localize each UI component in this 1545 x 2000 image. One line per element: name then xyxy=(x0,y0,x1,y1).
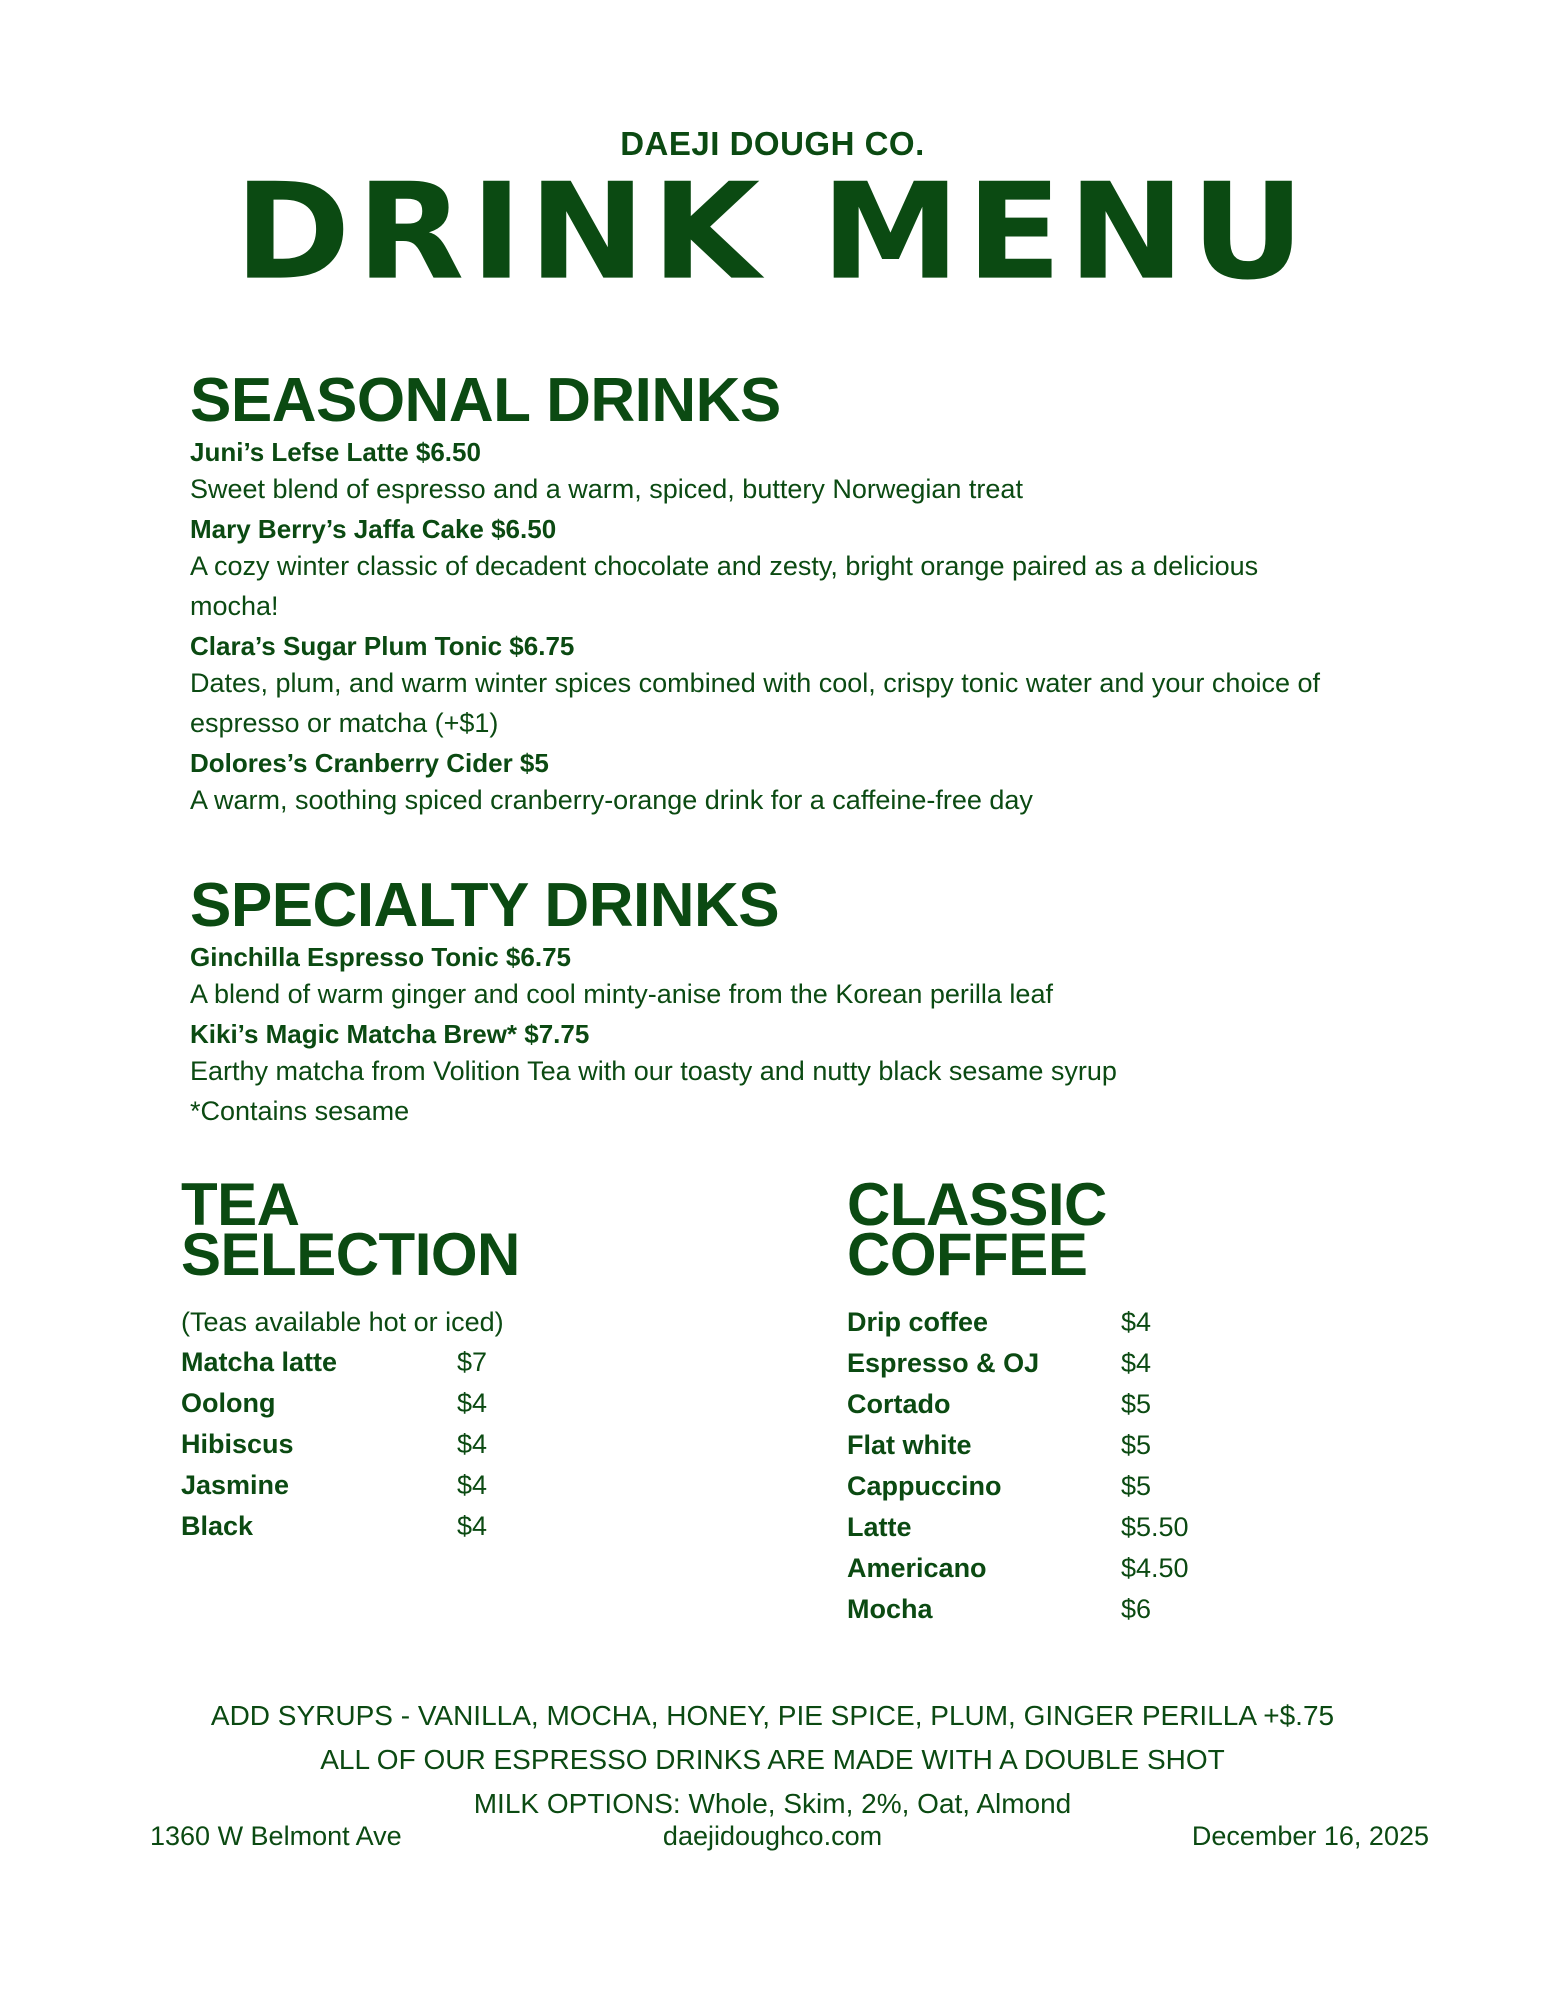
milk-note: MILK OPTIONS: Whole, Skim, 2%, Oat, Almond xyxy=(473,1788,1072,1819)
menu-row xyxy=(181,1383,741,1424)
drink-description: A warm, soothing spiced cranberry-orange drink for a caffeine-free day xyxy=(190,785,1033,815)
drink-description: Dates, plum, and warm winter spices combined with cool, crispy tonic water and your choice of espresso or matcha (+$1) xyxy=(190,668,1320,738)
item-name: Jasmine xyxy=(181,1470,290,1500)
section-heading: SEASONAL DRINKS xyxy=(190,366,781,435)
item-name: Matcha latte xyxy=(181,1347,338,1377)
menu-row xyxy=(847,1507,1407,1548)
menu-row xyxy=(181,1506,741,1547)
item-name: Hibiscus xyxy=(181,1429,294,1459)
menu-row xyxy=(847,1589,1407,1630)
item-name: Flat white xyxy=(847,1430,972,1460)
item-price: $5 xyxy=(1121,1430,1152,1460)
menu-row xyxy=(847,1343,1407,1384)
menu-row xyxy=(847,1425,1407,1466)
seasonal-drinks-section xyxy=(190,366,1370,820)
item-price: $6 xyxy=(1121,1594,1152,1624)
menu-title xyxy=(0,155,1545,310)
item-name: Drip coffee xyxy=(847,1307,989,1337)
drink-name: Mary Berry’s Jaffa Cake $6.50 xyxy=(190,514,557,544)
item-name: Americano xyxy=(847,1553,987,1583)
drink-description: Earthy matcha from Volition Tea with our toasty and nutty black sesame syrup xyxy=(190,1056,1117,1086)
drink-name: Clara’s Sugar Plum Tonic $6.75 xyxy=(190,631,575,661)
tea-note: (Teas available hot or iced) xyxy=(181,1307,504,1337)
drink-description: Sweet blend of espresso and a warm, spiced, buttery Norwegian treat xyxy=(190,474,1023,504)
espresso-note: ALL OF OUR ESPRESSO DRINKS ARE MADE WITH A DOUBLE SHOT xyxy=(320,1744,1225,1775)
item-name: Cortado xyxy=(847,1389,951,1419)
drink-description: A blend of warm ginger and cool minty-anise from the Korean perilla leaf xyxy=(190,979,1053,1009)
menu-row xyxy=(181,1424,741,1465)
address: 1360 W Belmont Ave xyxy=(150,1821,402,1851)
item-price: $4 xyxy=(457,1511,488,1541)
menu-row xyxy=(847,1384,1407,1425)
item-price: $5 xyxy=(1121,1471,1152,1501)
drink-description: A cozy winter classic of decadent chocolate and zesty, bright orange paired as a delicious mocha! xyxy=(190,551,1259,621)
syrup-note: ADD SYRUPS - VANILLA, MOCHA, HONEY, PIE SPICE, PLUM, GINGER PERILLA +$.75 xyxy=(210,1700,1335,1731)
tea-selection-section xyxy=(181,1171,741,1547)
specialty-drinks-section xyxy=(190,871,1370,1131)
drink-name: Ginchilla Espresso Tonic $6.75 xyxy=(190,942,571,972)
menu-date: December 16, 2025 xyxy=(1191,1821,1429,1851)
item-price: $5.50 xyxy=(1121,1512,1189,1542)
item-price: $7 xyxy=(457,1347,488,1377)
item-name: Espresso & OJ xyxy=(847,1348,1040,1378)
menu-row xyxy=(847,1302,1407,1343)
menu-title-text: DRINK MENU xyxy=(234,155,1311,310)
item-name: Oolong xyxy=(181,1388,276,1418)
allergen-footnote: *Contains sesame xyxy=(190,1096,410,1126)
item-name: Black xyxy=(181,1511,254,1541)
menu-row xyxy=(847,1466,1407,1507)
item-price: $4 xyxy=(1121,1307,1152,1337)
item-price: $4 xyxy=(457,1470,488,1500)
drink-name: Dolores’s Cranberry Cider $5 xyxy=(190,748,549,778)
heading-line: SELECTION xyxy=(181,1221,520,1288)
drink-name: Kiki’s Magic Matcha Brew* $7.75 xyxy=(190,1019,590,1049)
heading-line: CLASSIC xyxy=(847,1171,1107,1238)
section-heading xyxy=(181,1171,741,1288)
menu-row xyxy=(181,1465,741,1506)
item-name: Cappuccino xyxy=(847,1471,1002,1501)
menu-row xyxy=(847,1548,1407,1589)
item-price: $4.50 xyxy=(1121,1553,1189,1583)
heading-line: TEA xyxy=(181,1171,300,1238)
section-heading: SPECIALTY DRINKS xyxy=(190,871,780,940)
item-price: $4 xyxy=(1121,1348,1152,1378)
item-name: Latte xyxy=(847,1512,912,1542)
classic-coffee-section xyxy=(847,1171,1407,1630)
section-heading xyxy=(847,1171,1407,1288)
item-price: $4 xyxy=(457,1388,488,1418)
menu-notes xyxy=(0,1694,1545,1826)
item-name: Mocha xyxy=(847,1594,933,1624)
drink-name: Juni’s Lefse Latte $6.50 xyxy=(190,437,481,467)
item-price: $5 xyxy=(1121,1389,1152,1419)
website: daejidoughco.com xyxy=(662,1821,883,1851)
brand-name: DAEJI DOUGH CO. xyxy=(620,125,925,162)
item-price: $4 xyxy=(457,1429,488,1459)
menu-row xyxy=(181,1342,741,1383)
heading-line: COFFEE xyxy=(847,1221,1088,1288)
